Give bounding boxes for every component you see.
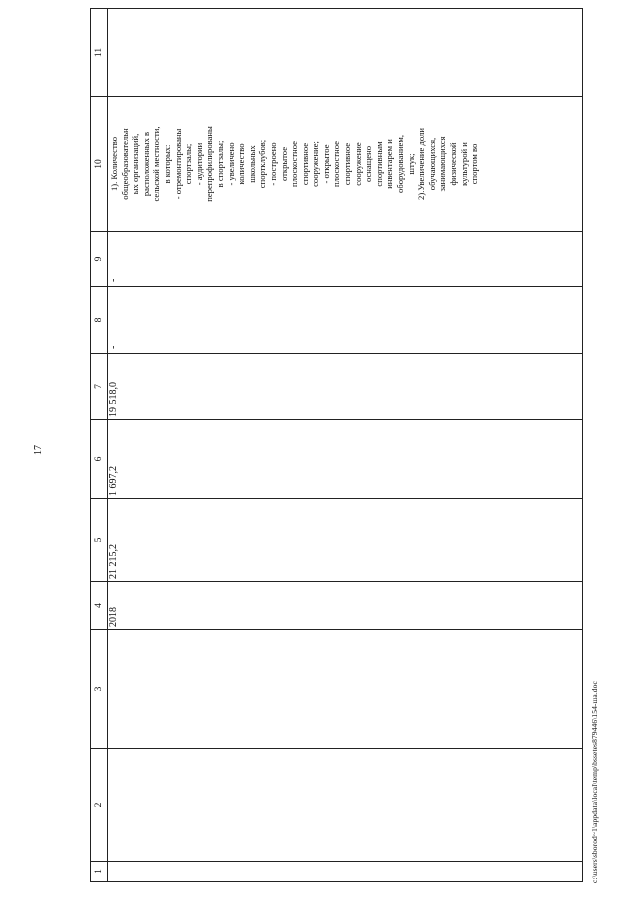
column-number-row <box>91 9 108 882</box>
table-cell <box>108 499 583 582</box>
indicator-line: спортом во <box>469 143 480 185</box>
funding-value: 19 518,0 <box>108 382 119 417</box>
column-number: 5 <box>91 499 108 582</box>
table-cell <box>108 420 583 499</box>
indicator-line: - построено <box>267 142 278 186</box>
column-number: 10 <box>91 97 108 232</box>
indicator-line: количество <box>236 143 247 185</box>
indicator-line: спортивным <box>373 141 384 187</box>
indicator-line: плоскостное <box>331 141 342 187</box>
table-cell <box>108 862 583 882</box>
indicator-line: занимающихся <box>437 136 448 192</box>
table-cell <box>108 9 583 97</box>
indicator-line: открытое <box>278 146 289 182</box>
funding-value: 1 697,2 <box>108 466 119 496</box>
indicator-line: расположенных в <box>140 131 151 197</box>
indicator-line: физической <box>448 142 458 186</box>
column-number: 11 <box>91 9 108 97</box>
indicator-line: - аудитории <box>193 142 204 186</box>
column-number: 8 <box>91 287 108 354</box>
indicator-line: сельской местности, <box>151 126 162 202</box>
indicator-line: сооружение <box>352 142 363 186</box>
column-number: 2 <box>91 749 108 862</box>
indicator-line: спортивное <box>299 142 310 186</box>
indicator-line: инвентарем и <box>384 139 395 189</box>
indicator-line: - отремонтированы <box>172 128 183 200</box>
indicator-line: плоскостное <box>289 141 300 187</box>
column-number: 4 <box>91 582 108 630</box>
table-cell <box>108 630 583 749</box>
column-number: 9 <box>91 232 108 287</box>
indicator-line: сооружение; <box>310 141 321 187</box>
indicator-line: перепрофилированы <box>204 126 215 202</box>
column-number: 3 <box>91 630 108 749</box>
footer-file-path: c:\users\sborod~1\appdata\local\temp\bssetes879446\154-ша.doc <box>590 681 599 883</box>
table-cell <box>108 354 583 420</box>
funding-value: - <box>108 278 119 282</box>
table-cell <box>108 582 583 630</box>
column-number: 6 <box>91 420 108 499</box>
indicator-line: 1). Количество <box>109 136 119 192</box>
column-number: 7 <box>91 354 108 420</box>
page-number: 17 <box>33 445 44 455</box>
indicator-line: культурой и <box>458 142 469 186</box>
indicator-line: спортзалы; <box>183 143 194 185</box>
table-row <box>108 9 583 882</box>
indicator-line: оборудованием, <box>395 135 406 193</box>
indicator-line: общеобразовательн <box>119 128 130 200</box>
program-table <box>90 8 583 882</box>
indicator-line: штук; <box>405 153 416 175</box>
indicator-line: обучающихся, <box>426 137 437 191</box>
year-value: 2018 <box>108 607 119 627</box>
total-funding-value: 21 215,2 <box>108 544 119 579</box>
funding-value: - <box>108 345 119 349</box>
indicator-list <box>108 97 480 231</box>
indicator-line: спортклубов; <box>257 139 268 189</box>
column-number: 1 <box>91 862 108 882</box>
indicator-line: в которых: <box>161 144 172 184</box>
indicator-line: - открытое <box>320 144 331 184</box>
indicator-line: - увеличено <box>225 142 236 186</box>
indicator-line: спортивное <box>342 142 353 186</box>
indicator-line: в спортзалы; <box>214 140 225 188</box>
indicator-line: ых организаций, <box>130 133 141 195</box>
table-cell <box>108 232 583 287</box>
table-cell <box>108 287 583 354</box>
table-cell <box>108 749 583 862</box>
indicator-line: оснащено <box>363 145 374 183</box>
indicator-line: 2).Увеличение доли <box>416 128 427 200</box>
indicator-line: школьных <box>246 145 257 183</box>
table-cell <box>108 97 583 232</box>
